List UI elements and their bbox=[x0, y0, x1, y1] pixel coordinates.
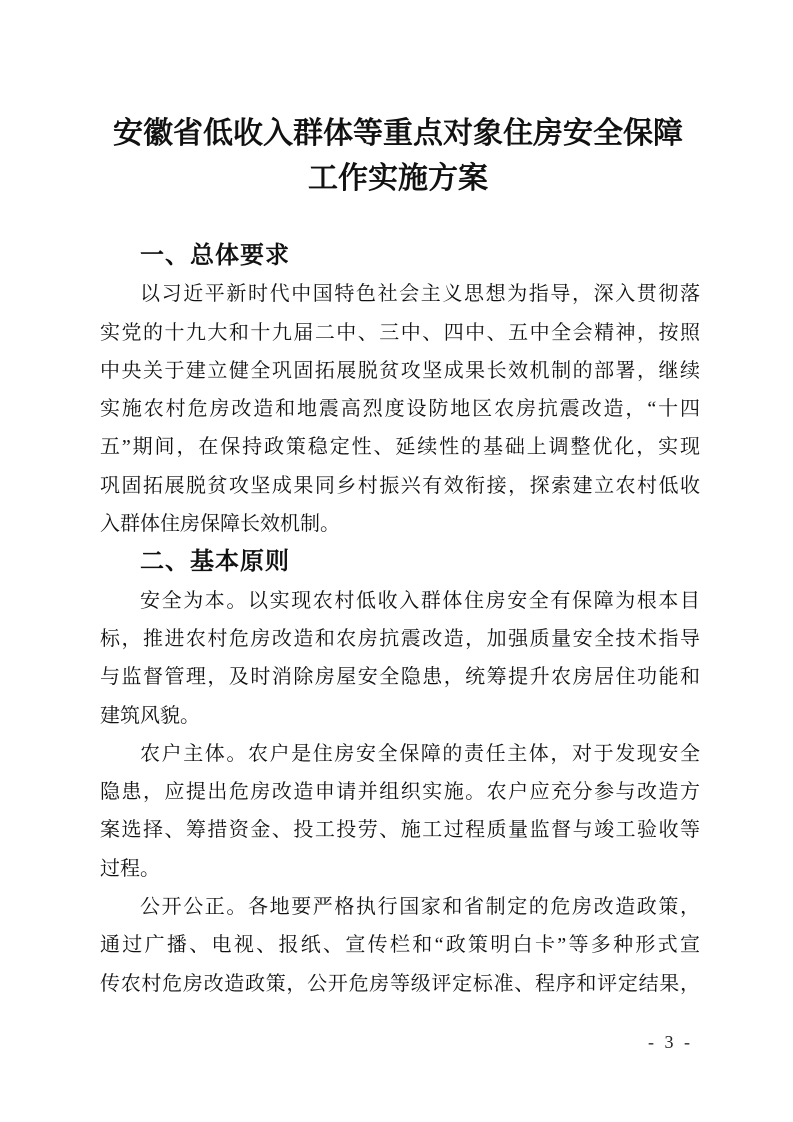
paragraph-line: 传农村危房改造政策，公开危房等级评定标准、程序和评定结果， bbox=[100, 972, 700, 995]
section-heading: 一、总体要求 bbox=[140, 242, 290, 269]
paragraph-line: 安全为本。以实现农村低收入群体住房安全有保障为根本目 bbox=[140, 589, 700, 612]
paragraph-line: 农户主体。农户是住房安全保障的责任主体，对于发现安全 bbox=[140, 742, 700, 765]
title-line-2: 工作实施方案 bbox=[308, 162, 488, 195]
paragraph-line: 与监督管理，及时消除房屋安全隐患，统筹提升农房居住功能和 bbox=[100, 666, 700, 689]
paragraph-line: 中央关于建立健全巩固拓展脱贫攻坚成果长效机制的部署，继续 bbox=[100, 359, 700, 382]
paragraph-line: 巩固拓展脱贫攻坚成果同乡村振兴有效衔接，探索建立农村低收 bbox=[100, 474, 700, 497]
title-line-1: 安徽省低收入群体等重点对象住房安全保障 bbox=[113, 117, 683, 150]
paragraph-line: 实施农村危房改造和地震高烈度设防地区农房抗震改造，“十四 bbox=[100, 398, 700, 421]
paragraph-line: 隐患，应提出危房改造申请并组织实施。农户应充分参与改造方 bbox=[100, 781, 700, 804]
paragraph-line: 实党的十九大和十九届二中、三中、四中、五中全会精神，按照 bbox=[100, 321, 700, 344]
paragraph-line: 案选择、筹措资金、投工投劳、施工过程质量监督与竣工验收等 bbox=[100, 819, 700, 842]
paragraph-line: 以习近平新时代中国特色社会主义思想为指导，深入贯彻落 bbox=[140, 283, 700, 306]
document-title bbox=[96, 111, 700, 201]
paragraph-line: 建筑风貌。 bbox=[100, 704, 200, 727]
paragraph-line: 入群体住房保障长效机制。 bbox=[100, 513, 340, 536]
paragraph-line: 标，推进农村危房改造和农房抗震改造，加强质量安全技术指导 bbox=[100, 627, 700, 650]
paragraph-line: 通过广播、电视、报纸、宣传栏和“政策明白卡”等多种形式宣 bbox=[100, 934, 700, 957]
paragraph-line: 公开公正。各地要严格执行国家和省制定的危房改造政策， bbox=[140, 896, 700, 919]
paragraph-line: 过程。 bbox=[100, 857, 160, 880]
document-body bbox=[100, 237, 700, 1003]
section-heading: 二、基本原则 bbox=[140, 548, 290, 576]
paragraph-line: 五”期间，在保持政策稳定性、延续性的基础上调整优化，实现 bbox=[100, 436, 700, 459]
page-number: - 3 - bbox=[648, 1032, 693, 1052]
